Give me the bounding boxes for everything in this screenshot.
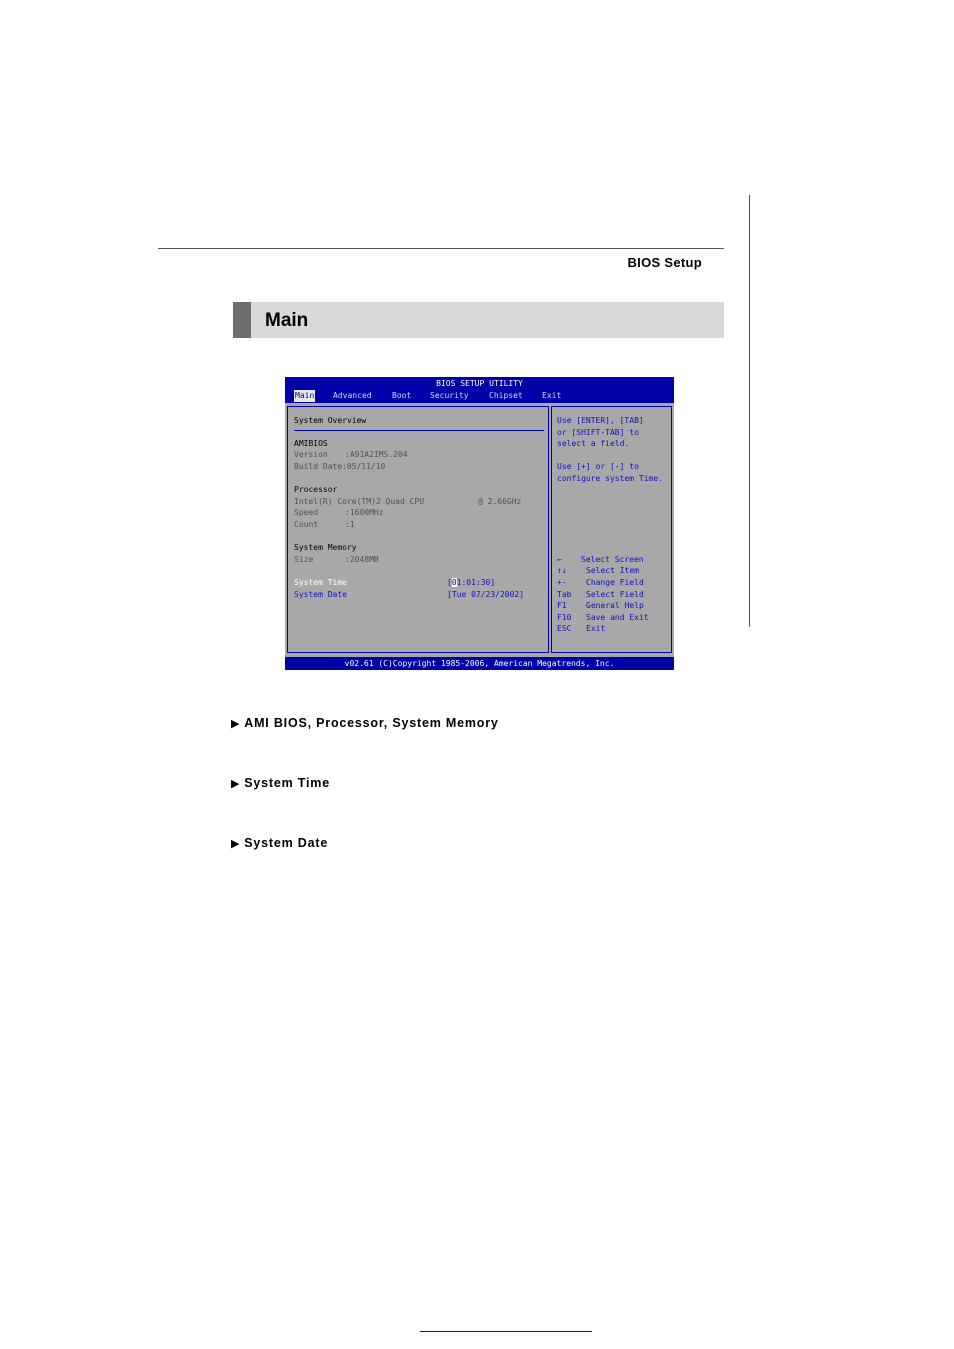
bullet-system-date [231, 836, 328, 850]
bios-main-panel [287, 406, 549, 653]
key-up-down-action: Select Item [586, 566, 639, 575]
key-plus-minus: +- [557, 578, 567, 587]
system-time-label[interactable]: System Time [294, 578, 347, 587]
memory-heading: System Memory [294, 543, 357, 552]
key-f1: F1 [557, 601, 567, 610]
key-plus-minus-action: Change Field [586, 578, 644, 587]
key-tab-action: Select Field [586, 590, 644, 599]
system-time-cursor: 0 [451, 578, 457, 587]
build-date-label: Build Date [294, 462, 343, 471]
footer-link-underline[interactable] [420, 1331, 592, 1332]
bullet-system-time [231, 776, 330, 790]
key-left-arrow: ← [557, 555, 562, 564]
memory-size-value: :2048MB [345, 555, 379, 564]
bios-screenshot [285, 377, 674, 670]
amibios-heading: AMIBIOS [294, 439, 328, 448]
bios-copyright-footer: v02.61 (C)Copyright 1985-2006, American Megatrends, Inc. [344, 659, 615, 668]
key-esc-action: Exit [586, 624, 606, 633]
help-line-5: configure system Time. [557, 474, 663, 483]
header-rule [158, 248, 724, 249]
overview-heading: System Overview [294, 416, 367, 425]
speed-label: Speed [294, 508, 319, 517]
system-time-rest: 1:01:30] [456, 578, 496, 587]
help-line-2: or [SHIFT-TAB] to [557, 428, 639, 437]
overview-divider [294, 430, 544, 431]
bios-menu-exit[interactable]: Exit [542, 391, 562, 400]
count-label: Count [294, 520, 319, 529]
processor-name: Intel(R) Core(TM)2 Quad CPU [294, 497, 425, 506]
key-up-down: ↑↓ [557, 566, 567, 575]
section-tab-marker [233, 302, 251, 338]
bios-menu-boot[interactable]: Boot [392, 391, 412, 400]
bullet-text: AMI BIOS, Processor, System Memory [244, 716, 499, 730]
key-esc: ESC [557, 624, 572, 633]
running-header: BIOS Setup [627, 255, 702, 270]
section-heading-bar [233, 302, 724, 338]
version-label: Version [294, 450, 328, 459]
bios-body [285, 403, 674, 657]
bios-menu-bar [285, 389, 674, 401]
bios-menu-security[interactable]: Security [430, 391, 469, 400]
processor-heading: Processor [294, 485, 338, 494]
key-f10-action: Save and Exit [586, 613, 649, 622]
bullet-text: System Time [244, 776, 330, 790]
speed-value: :1600MHz [345, 508, 384, 517]
system-date-value[interactable]: [Tue 07/23/2002] [447, 590, 525, 599]
help-line-4: Use [+] or [-] to [557, 462, 639, 471]
key-f1-action: General Help [586, 601, 644, 610]
section-title: Main [265, 310, 309, 331]
version-value: :A91A2IMS.204 [345, 450, 408, 459]
bullet-amibios-processor-memory [231, 716, 499, 730]
build-date-value: :05/11/10 [342, 462, 386, 471]
bios-title: BIOS SETUP UTILITY [436, 379, 523, 388]
system-date-label[interactable]: System Date [294, 590, 347, 599]
memory-size-label: Size [294, 555, 314, 564]
triangle-bullet-icon: ▶ [231, 777, 241, 790]
system-time-open-bracket: [ [447, 578, 452, 587]
help-line-3: select a field. [557, 439, 630, 448]
processor-frequency: @ 2.66GHz [478, 497, 522, 506]
bios-menu-main[interactable]: Main [295, 391, 315, 400]
key-left-arrow-action: Select Screen [581, 555, 644, 564]
key-tab: Tab [557, 590, 572, 599]
system-time-value[interactable] [447, 577, 495, 589]
triangle-bullet-icon: ▶ [231, 717, 241, 730]
bios-menu-chipset[interactable]: Chipset [489, 391, 523, 400]
bios-menu-advanced[interactable]: Advanced [333, 391, 372, 400]
bios-help-panel [551, 406, 672, 653]
help-line-1: Use [ENTER], [TAB] [557, 416, 644, 425]
bullet-text: System Date [244, 836, 329, 850]
triangle-bullet-icon: ▶ [231, 837, 241, 850]
count-value: :1 [345, 520, 355, 529]
side-rule [749, 195, 750, 627]
key-f10: F10 [557, 613, 572, 622]
